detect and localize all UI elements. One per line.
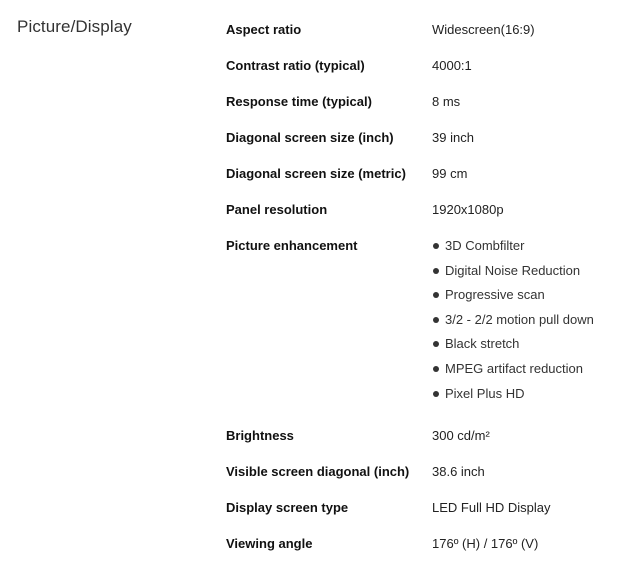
bullet-icon <box>433 391 439 397</box>
spec-row-picture-enhancement <box>226 218 626 402</box>
list-item-text: 3D Combfilter <box>445 238 525 253</box>
spec-value: 38.6 inch <box>432 463 485 479</box>
list-item <box>432 263 626 279</box>
spec-label: Viewing angle <box>226 535 313 551</box>
spec-value: 39 inch <box>432 130 474 145</box>
spec-value: 176º (H) / 176º (V) <box>432 535 539 551</box>
list-item <box>432 238 626 254</box>
spec-label: Visible screen diagonal (inch) <box>226 463 410 479</box>
list-item <box>432 312 626 328</box>
spec-row-display-type <box>226 480 626 516</box>
list-item-text: Pixel Plus HD <box>445 385 525 401</box>
spec-value: 1920x1080p <box>432 202 504 217</box>
spec-label: Picture enhancement <box>226 238 358 253</box>
spec-row-response-time <box>226 74 626 110</box>
spec-label: Panel resolution <box>226 202 328 217</box>
spec-value: 99 cm <box>432 166 468 181</box>
spec-label: Aspect ratio <box>226 22 302 37</box>
spec-label: Brightness <box>226 427 294 443</box>
spec-value: 4000:1 <box>432 58 472 73</box>
list-item <box>432 386 626 402</box>
list-item-text: Progressive scan <box>445 287 545 303</box>
spec-label: Response time (typical) <box>226 94 372 109</box>
bullet-icon <box>433 292 439 298</box>
spec-value: Widescreen(16:9) <box>432 22 535 37</box>
list-item-text: Black stretch <box>445 336 520 352</box>
list-item <box>432 287 626 303</box>
spec-value: 8 ms <box>432 94 461 109</box>
spec-label: Contrast ratio (typical) <box>226 58 365 73</box>
bullet-icon <box>433 243 439 249</box>
spec-label: Display screen type <box>226 499 349 515</box>
spec-row-diagonal-inch <box>226 110 626 146</box>
list-item <box>432 336 626 352</box>
bullet-icon <box>433 317 439 323</box>
bullet-icon <box>433 366 439 372</box>
spec-value: LED Full HD Display <box>432 499 551 515</box>
spec-row-aspect-ratio <box>226 0 626 38</box>
spec-value-list <box>432 238 626 402</box>
list-item-text: 3/2 - 2/2 motion pull down <box>445 311 594 327</box>
spec-value: 300 cd/m² <box>432 427 490 443</box>
bullet-icon <box>433 268 439 274</box>
list-item-text: MPEG artifact reduction <box>445 360 583 376</box>
section-title: Picture/Display <box>17 17 132 36</box>
spec-table <box>226 0 626 552</box>
enhancement-list <box>432 238 626 402</box>
list-item <box>432 361 626 377</box>
spec-row-visible-diagonal <box>226 444 626 480</box>
bullet-icon <box>433 341 439 347</box>
list-item-text: Digital Noise Reduction <box>445 262 581 278</box>
spec-label: Diagonal screen size (metric) <box>226 166 406 181</box>
spec-row-diagonal-metric <box>226 146 626 182</box>
spec-row-brightness <box>226 402 626 444</box>
spec-label: Diagonal screen size (inch) <box>226 130 394 145</box>
spec-row-contrast-ratio <box>226 38 626 74</box>
spec-row-panel-resolution <box>226 182 626 218</box>
spec-row-viewing-angle <box>226 516 626 552</box>
